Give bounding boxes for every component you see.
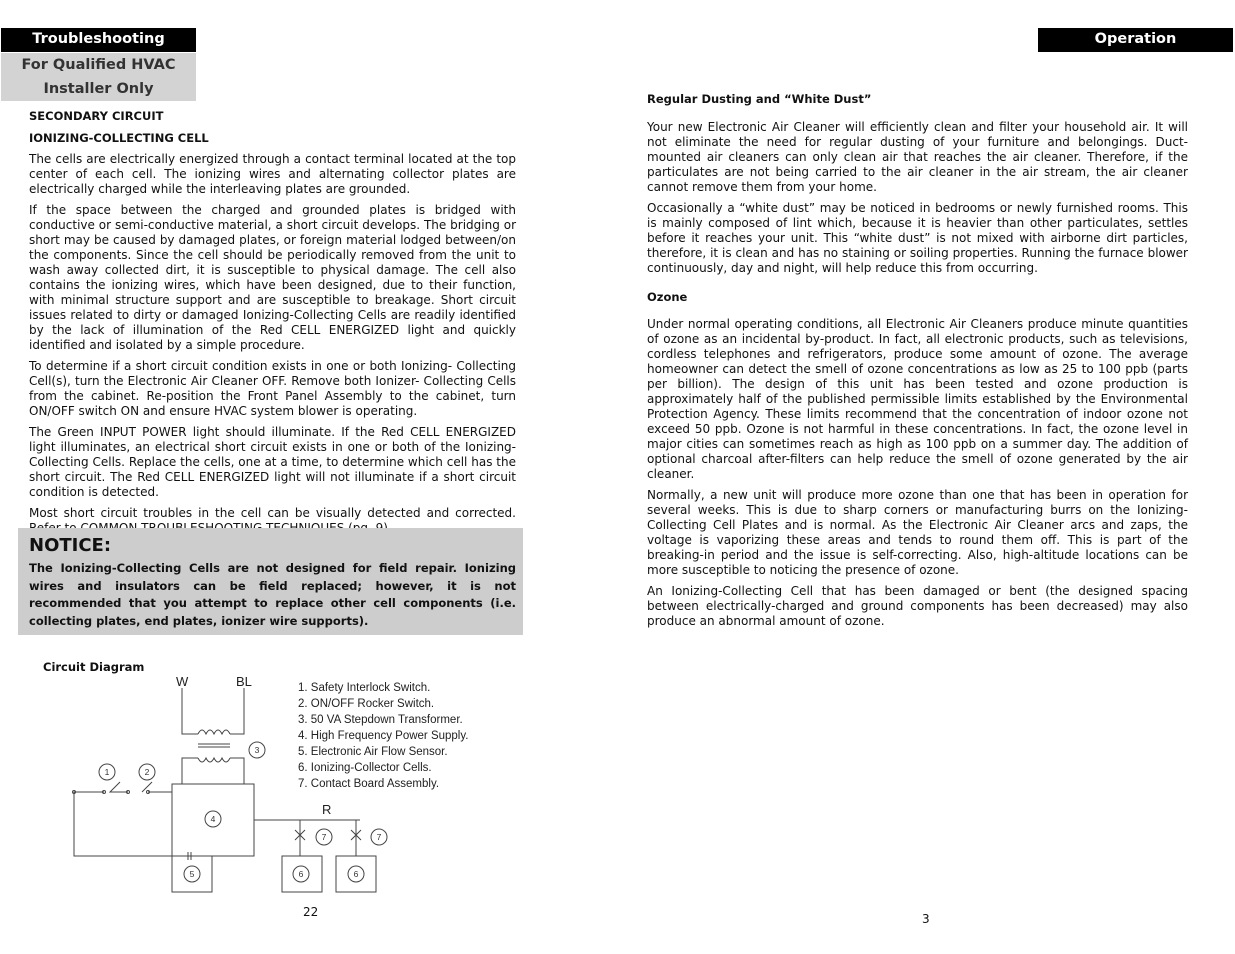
paragraph: The Green INPUT POWER light should illuminate. If the Red CELL ENERGIZED light illuminates, an electrical short circuit exists in one or both of the Ionizing-Collecting Cells. Replace the cells, one at a time, to determine which cell has the short circuit. The Red CELL ENERGIZED light will not illuminate if a short circuit condition is detected. [29, 425, 516, 499]
heading-ozone: Ozone [647, 290, 688, 304]
page-number-left: 22 [303, 905, 319, 919]
wire-w [182, 688, 198, 734]
notice-title: NOTICE: [29, 535, 112, 556]
legend-item: 5. Electronic Air Flow Sensor. [298, 746, 448, 758]
hvac-installer-banner [1, 53, 196, 101]
callout-label: 6 [353, 869, 359, 879]
section-tab-troubleshooting: Troubleshooting [1, 28, 196, 52]
hvac-banner-line1: For Qualified HVAC [21, 57, 176, 73]
section-tab-operation: Operation [1038, 28, 1233, 52]
wire-bl [230, 688, 244, 734]
paragraph: Your new Electronic Air Cleaner will efficiently clean and filter your household air. It will not eliminate the need for regular dusting of your furniture and belongings. Duct-mounted air cleaners can only clean air that reaches the air cleaner. Therefore, if the particulates are not being carried to the air cleaner in the air stream, the air cleaner cannot remove them from your home. [647, 120, 1188, 194]
left-text-column [29, 109, 516, 542]
legend-item: 4. High Frequency Power Supply. [298, 730, 469, 742]
paragraph: Occasionally a “white dust” may be noticed in bedrooms or newly furnished rooms. This is mainly composed of lint which, because it is heavier than other particulates, settles before it reaches your unit. This “white dust” is not mixed with airborne dirt particles, therefore, it is clean and has no staining or soiling properties. Running the furnace blower continuously, day and night, will help reduce this from occurring. [647, 201, 1188, 275]
heading-white-dust: Regular Dusting and “White Dust” [647, 92, 872, 106]
notice-box [18, 528, 523, 635]
legend-item: 3. 50 VA Stepdown Transformer. [298, 714, 463, 726]
paragraph: Under normal operating conditions, all Electronic Air Cleaners produce minute quantities of ozone as an incidental by-product. In fact, all electronic products, such as televisions, cordless telephones and refrigerators, produce some amount of ozone. The average homeowner can detect the smell of ozone concentrations as low as 25 to 100 ppb (parts per billion). The design of this unit has been tested and ozone production is approximately half of the published permissible limits established by the Environmental Protection Agency. These limits recommend that the concentration of indoor ozone not exceed 50 ppb. Ozone is not harmful in these concentrations. In fact, the ozone level in major cities can sometimes reach as high as 100 ppb on a summer day. The addition of optional charcoal after-filters can help reduce the smell of ozone generated by the air cleaner. [647, 317, 1188, 481]
primary-coil [198, 730, 230, 734]
paragraph: Most short circuit troubles in the cell can be visually detected and corrected. [29, 506, 516, 520]
legend-item: 1. Safety Interlock Switch. [298, 682, 431, 694]
paragraph: To determine if a short circuit condition exists in one or both Ionizing- Collecting Cell(s), turn the Electronic Air Cleaner OFF. Remove both Ionizer- Collecting Cells from the cabinet. Re-position the Front Panel Assembly to the cabinet, turn ON/OFF switch ON and ensure HVAC system blower is operating. [29, 359, 516, 418]
heading-secondary-circuit: SECONDARY CIRCUIT [29, 109, 164, 123]
paragraph: Normally, a new unit will produce more ozone than one that has been in operation for several weeks. This is due to sharp corners or manufacturing burrs on the Ionizing-Collecting Cell Plates and is normal. As the Electronic Air Cleaner arcs and zaps, the voltage is vaporizing these areas and tends to round them off. This is part of the breaking-in period and the issue is self-correcting. Also, high-altitude locations can be more susceptible to noticing the presence of ozone. [647, 488, 1188, 577]
callout-label: 1 [104, 767, 110, 777]
callout-label: 7 [376, 832, 382, 842]
label-w: W [176, 674, 189, 689]
right-text-column [647, 92, 1188, 635]
legend-item: 7. Contact Board Assembly. [298, 778, 440, 790]
callout-label: 6 [298, 869, 304, 879]
notice-text: The Ionizing-Collecting Cells are not designed for field repair. Ionizing wires and insulators can be field replaced; however, it is not recommended that you attempt to replace other cell components (i.e. collecting plates, end plates, ionizer wire supports). [29, 561, 516, 628]
circuit-diagram [60, 672, 480, 902]
paragraph: An Ionizing-Collecting Cell that has been damaged or bent (the designed spacing between electrically-charged and ground components has been decreased) may also produce an abnormal amount of ozone. [647, 584, 1188, 628]
circuit-diagram-title: Circuit Diagram [43, 660, 145, 674]
secondary-coil [198, 758, 230, 762]
callout-label: 2 [144, 767, 150, 777]
legend-item: 2. ON/OFF Rocker Switch. [298, 698, 435, 710]
paragraph: The cells are electrically energized through a contact terminal located at the top center of each cell. The ionizing wires and alternating collector plates are electrically charged while the interleaving plates are grounded. [29, 152, 516, 196]
callout-label: 7 [321, 832, 327, 842]
label-bl: BL [236, 674, 252, 689]
page-number-right: 3 [922, 912, 930, 926]
callout-label: 4 [210, 814, 216, 824]
heading-ionizing-cell: IONIZING-COLLECTING CELL [29, 131, 209, 145]
callout-label: 3 [254, 745, 260, 755]
callout-label: 5 [189, 869, 195, 879]
legend-item: 6. Ionizing-Collector Cells. [298, 762, 432, 774]
paragraph: If the space between the charged and grounded plates is bridged with conductive or semi-conductive material, a short circuit develops. The bridging or short may be caused by damaged plates, or foreign material lodged between/on the components. Since the cell should be periodically removed from the unit to wash away collected dirt, it is susceptible to physical damage. The cell also contains the ionizing wires, which have been designed, due to their function, with minimal structure support and are susceptible to breakage. Short circuit issues related to dirty or damaged Ionizing-Collecting Cells are readily identified by the lack of illumination of the Red CELL ENERGIZED light and quickly identified and isolated by a simple procedure. [29, 203, 516, 352]
label-r: R [322, 802, 332, 817]
hvac-banner-line2: Installer Only [43, 81, 154, 97]
